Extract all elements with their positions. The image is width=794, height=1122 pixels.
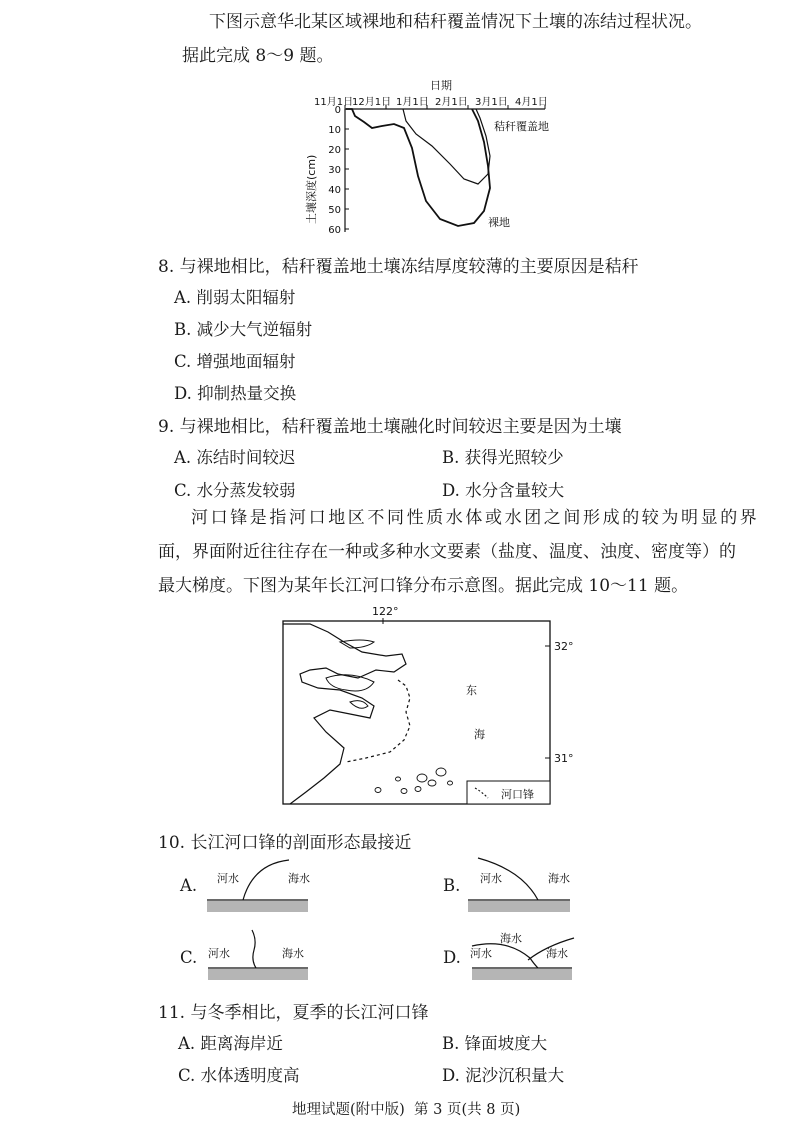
lat-bottom-label: 31° bbox=[554, 752, 574, 765]
map-frame bbox=[283, 621, 550, 804]
intro2-line3: 最大梯度。下图为某年长江河口锋分布示意图。据此完成 10～11 题。 bbox=[158, 576, 689, 596]
island-2 bbox=[326, 675, 374, 691]
q10-option-c-diagram bbox=[202, 924, 322, 989]
y-tick-10: 10 bbox=[328, 125, 341, 136]
sea-label-1: 东 bbox=[466, 684, 477, 697]
x-tick-jan: 1月1日 bbox=[396, 97, 429, 108]
x-tick-feb: 2月1日 bbox=[435, 97, 468, 108]
d-sea-label: 海水 bbox=[546, 947, 568, 960]
q10-option-a-diagram bbox=[205, 852, 325, 917]
q8-option-b: B. 减少大气逆辐射 bbox=[174, 320, 313, 339]
q10-option-d-diagram bbox=[466, 924, 586, 989]
island-1 bbox=[340, 640, 374, 648]
q8-option-d: D. 抑制热量交换 bbox=[174, 384, 297, 403]
b-seabed bbox=[468, 901, 570, 912]
intro2-line2: 面，界面附近往往存在一种或多种水文要素（盐度、温度、浊度、密度等）的 bbox=[158, 542, 736, 562]
bare-soil-curve bbox=[346, 109, 490, 226]
q10-option-d-letter: D. bbox=[443, 948, 461, 967]
y-tick-0: 0 bbox=[334, 105, 341, 116]
coastline bbox=[283, 624, 406, 804]
q11-option-c: C. 水体透明度高 bbox=[178, 1066, 300, 1085]
q8-option-a: A. 削弱太阳辐射 bbox=[174, 288, 296, 307]
q10-option-b-diagram bbox=[466, 852, 586, 917]
q11-option-a: A. 距离海岸近 bbox=[178, 1034, 283, 1053]
q9-option-d: D. 水分含量较大 bbox=[442, 481, 565, 500]
q9-option-a: A. 冻结时间较迟 bbox=[174, 448, 296, 467]
legend-label: 河口锋 bbox=[501, 788, 534, 801]
q11-option-b: B. 锋面坡度大 bbox=[442, 1034, 548, 1053]
intro1-line2: 据此完成 8～9 题。 bbox=[182, 46, 334, 66]
y-tick-60: 60 bbox=[328, 225, 341, 236]
q9-option-b: B. 获得光照较少 bbox=[442, 448, 564, 467]
c-river-label: 河水 bbox=[208, 947, 230, 960]
c-seabed bbox=[208, 969, 308, 980]
q9-stem: 9. 与裸地相比，秸秆覆盖地土壤融化时间较迟主要是因为土壤 bbox=[158, 417, 622, 437]
y-tick-20: 20 bbox=[328, 145, 341, 156]
y-tick-30: 30 bbox=[328, 165, 341, 176]
y-axis-title: 土壤深度(cm) bbox=[305, 154, 318, 224]
d-seabed bbox=[472, 969, 572, 980]
c-front-curve bbox=[252, 930, 256, 968]
d-river-label: 河水 bbox=[470, 947, 492, 960]
y-tick-40: 40 bbox=[328, 185, 341, 196]
b-sea-label: 海水 bbox=[548, 872, 570, 885]
q10-option-a-letter: A. bbox=[180, 876, 198, 895]
d-sea-top-label: 海水 bbox=[500, 932, 522, 945]
x-tick-nov: 11月1日 bbox=[314, 97, 354, 108]
x-axis-title: 日期 bbox=[430, 79, 452, 92]
intro2-line1: 河口锋是指河口地区不同性质水体或水团之间形成的较为明显的界 bbox=[191, 508, 760, 528]
a-sea-label: 海水 bbox=[288, 872, 310, 885]
a-front-curve bbox=[243, 860, 289, 900]
q11-stem: 11. 与冬季相比，夏季的长江河口锋 bbox=[158, 1003, 429, 1023]
lon-label: 122° bbox=[372, 605, 399, 618]
c-sea-label: 海水 bbox=[282, 947, 304, 960]
a-seabed bbox=[207, 901, 308, 912]
x-tick-apr: 4月1日 bbox=[515, 97, 548, 108]
q9-option-c: C. 水分蒸发较弱 bbox=[174, 481, 296, 500]
label-straw: 秸秆覆盖地 bbox=[494, 120, 549, 133]
y-tick-50: 50 bbox=[328, 205, 341, 216]
estuary-front-line bbox=[346, 680, 410, 762]
soil-freeze-chart bbox=[300, 76, 570, 236]
x-tick-dec: 12月1日 bbox=[352, 97, 392, 108]
sea-label-2: 海 bbox=[474, 728, 485, 741]
q8-stem: 8. 与裸地相比，秸秆覆盖地土壤冻结厚度较薄的主要原因是秸秆 bbox=[158, 257, 639, 277]
x-tick-mar: 3月1日 bbox=[475, 97, 508, 108]
lat-top-label: 32° bbox=[554, 640, 574, 653]
q8-option-c: C. 增强地面辐射 bbox=[174, 352, 296, 371]
page-footer: 地理试题(附中版) 第 3 页(共 8 页) bbox=[292, 1102, 521, 1118]
b-river-label: 河水 bbox=[480, 872, 502, 885]
q11-option-d: D. 泥沙沉积量大 bbox=[442, 1066, 565, 1085]
label-bare: 裸地 bbox=[488, 216, 510, 229]
a-river-label: 河水 bbox=[217, 872, 239, 885]
q10-stem: 10. 长江河口锋的剖面形态最接近 bbox=[158, 833, 412, 853]
q10-option-b-letter: B. bbox=[443, 876, 461, 895]
intro1-line1: 下图示意华北某区域裸地和秸秆覆盖情况下土壤的冻结过程状况。 bbox=[209, 12, 702, 32]
island-3 bbox=[350, 701, 368, 709]
q10-option-c-letter: C. bbox=[180, 948, 198, 967]
estuary-front-map bbox=[270, 602, 580, 810]
